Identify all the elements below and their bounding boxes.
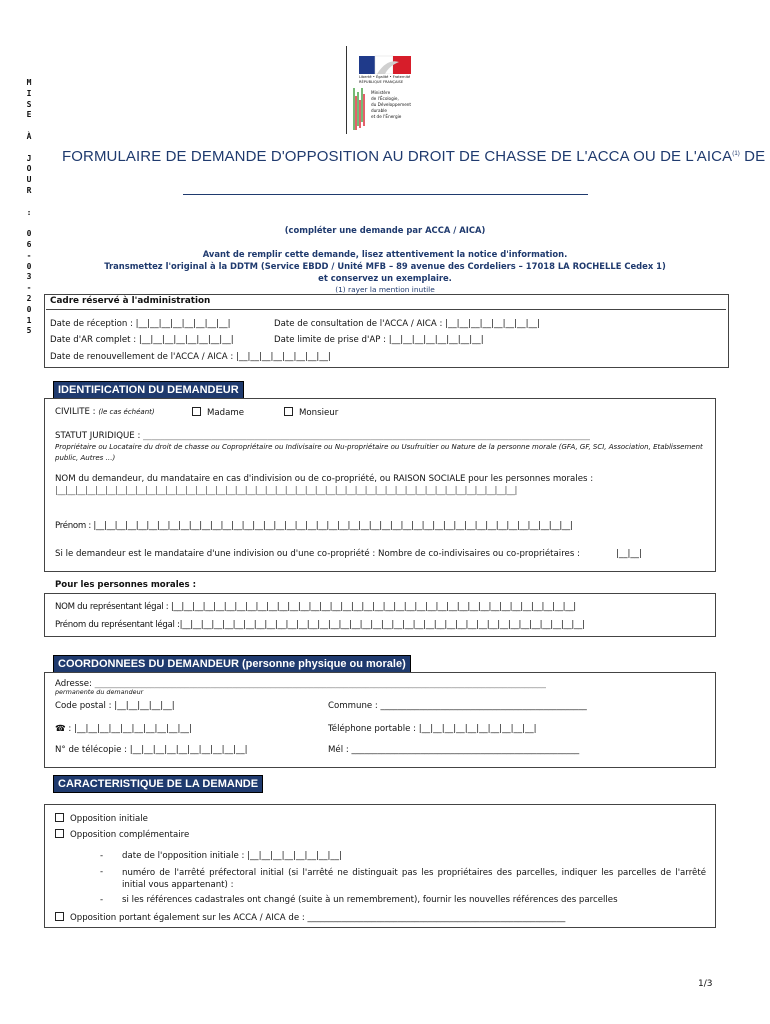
notice-line-3: et conservez un exemplaire. bbox=[318, 273, 452, 283]
admin-divider bbox=[46, 309, 726, 310]
page-number: 1/3 bbox=[698, 979, 713, 989]
marianne-icon bbox=[359, 54, 411, 74]
ministry-stripes-icon bbox=[351, 86, 369, 132]
date-consultation-field[interactable]: Date de consultation de l'ACCA / AICA : |__|__|__|__|__|__|__|__| bbox=[274, 319, 540, 329]
statut-juridique-field[interactable]: STATUT JURIDIQUE : ________________________________________________________________________________________________________ bbox=[55, 431, 590, 441]
mandataire-count-field[interactable]: |__|__| bbox=[616, 549, 642, 559]
numero-arrete-field[interactable]: - numéro de l'arrêté préfectoral initial (si l'arrêté ne distinguait pas les propriétaires des parcelles, indiquer les parcelles de l'arrêté initial vous appartenant) : bbox=[100, 867, 706, 890]
personnes-morales-title: Pour les personnes morales : bbox=[55, 580, 197, 590]
opposition-initiale-option[interactable]: Opposition initiale bbox=[55, 813, 148, 824]
date-limite-field[interactable]: Date limite de prise d'AP : |__|__|__|__|__|__|__|__| bbox=[274, 335, 484, 345]
monsieur-option[interactable]: Monsieur bbox=[284, 407, 338, 418]
representant-box bbox=[44, 593, 716, 637]
title-footnote-mark: (1) bbox=[732, 151, 740, 157]
opposition-acca-option[interactable]: Opposition portant également sur les ACCA / AICA de : ____________________________________________________________ bbox=[55, 912, 565, 923]
prenom-field[interactable]: Prénom : |__|__|__|__|__|__|__|__|__|__|__|__|__|__|__|__|__|__|__|__|__|__|__|__|__|__|__|__|__|__|__|__|__|__|__|__|__|__|__|__|__|__|__|__|__| bbox=[55, 521, 573, 531]
notice-line-1: Avant de remplir cette demande, lisez attentivement la notice d'information. bbox=[202, 249, 568, 259]
nom-representant-field[interactable]: NOM du représentant légal : |__|__|__|__|__|__|__|__|__|__|__|__|__|__|__|__|__|__|__|__|__|__|__|__|__|__|__|__|__|__|__|__|__|__|__|__|__|__| bbox=[55, 602, 576, 612]
notice-line-2: Transmettez l'original à la DDTM (Service EBDD / Unité MFB – 89 avenue des Cordeliers – 17018 LA ROCHELLE Cedex 1) bbox=[104, 261, 666, 271]
commune-field[interactable]: Commune : ________________________________________________ bbox=[328, 701, 587, 711]
admin-title: Cadre réservé à l'administration bbox=[50, 296, 211, 306]
republique-francaise-logo bbox=[346, 46, 423, 134]
nom-label: NOM du demandeur, du mandataire en cas d'indivision ou de co-propriété, ou RAISON SOCIALE pour les personnes morales : bbox=[55, 474, 594, 484]
mandataire-label: Si le demandeur est le mandataire d'une indivision ou d'une co-propriété : Nombre de co-indivisaires ou co-propriétaires : bbox=[55, 549, 580, 559]
page-title: FORMULAIRE DE DEMANDE D'OPPOSITION AU DROIT DE CHASSE DE L'ACCA OU DE L'AICA$^{(1)}$ DE bbox=[62, 148, 766, 165]
statut-help: Propriétaire ou Locataire du droit de chasse ou Copropriétaire ou Indivisaire ou Nu-propriétaire ou Usufruitier ou Nature de la personne morale (GFA, GF, SCI, Association, Etablissement public, Autres …) bbox=[55, 443, 703, 462]
opposition-initiale-checkbox[interactable] bbox=[55, 813, 64, 822]
logo-motto: Liberté • Égalité • Fraternité bbox=[359, 75, 411, 79]
telecopie-field[interactable]: N° de télécopie : |__|__|__|__|__|__|__|__|__|__| bbox=[55, 745, 248, 755]
sidebar-date-stamp: M I S E À J O U R : 0 6 - 0 3 - 2 0 1 5 bbox=[26, 78, 32, 336]
monsieur-checkbox[interactable] bbox=[284, 407, 293, 416]
portable-field[interactable]: Téléphone portable : |__|__|__|__|__|__|__|__|__|__| bbox=[328, 724, 537, 734]
prenom-representant-field[interactable]: Prénom du représentant légal :|__|__|__|__|__|__|__|__|__|__|__|__|__|__|__|__|__|__|__|__|__|__|__|__|__|__|__|__|__|__|__|__|__|__|__|__|__|__| bbox=[55, 620, 585, 630]
identification-box bbox=[44, 398, 716, 572]
subtitle: (compléter une demande par ACCA / AICA) bbox=[284, 225, 486, 235]
adresse-field[interactable]: Adresse: _________________________________________________________________________________________________________ bbox=[55, 679, 546, 689]
adresse-note: permanente du demandeur bbox=[55, 688, 144, 696]
section-coordonnees-heading: COORDONNEES DU DEMANDEUR (personne physique ou morale) bbox=[53, 655, 411, 673]
date-renouvellement-field[interactable]: Date de renouvellement de l'ACCA / AICA : |__|__|__|__|__|__|__|__| bbox=[50, 352, 331, 362]
mel-field[interactable]: Mél : _____________________________________________________ bbox=[328, 745, 580, 755]
footnote: (1) rayer la mention inutile bbox=[335, 285, 435, 294]
madame-option[interactable]: Madame bbox=[192, 407, 244, 418]
references-cadastrales-note: - si les références cadastrales ont changé (suite à un remembrement), fournir les nouvelles références des parcelles bbox=[100, 895, 618, 905]
date-ar-field[interactable]: Date d'AR complet : |__|__|__|__|__|__|__|__| bbox=[50, 335, 234, 345]
date-reception-field[interactable]: Date de réception : |__|__|__|__|__|__|__|__| bbox=[50, 319, 231, 329]
civilite-row bbox=[55, 407, 155, 417]
section-caracteristique-heading: CARACTERISTIQUE DE LA DEMANDE bbox=[53, 775, 263, 793]
opposition-complementaire-checkbox[interactable] bbox=[55, 829, 64, 838]
section-identification-heading: IDENTIFICATION DU DEMANDEUR bbox=[53, 381, 244, 399]
opposition-complementaire-option[interactable]: Opposition complémentaire bbox=[55, 829, 189, 840]
madame-checkbox[interactable] bbox=[192, 407, 201, 416]
civilite-note: (le cas échéant) bbox=[98, 408, 155, 416]
title-fill-line[interactable] bbox=[183, 194, 588, 195]
date-opposition-initiale-field[interactable]: - date de l'opposition initiale : |__|__|__|__|__|__|__|__| bbox=[100, 851, 342, 861]
opposition-acca-checkbox[interactable] bbox=[55, 912, 64, 921]
logo-country: RÉPUBLIQUE FRANÇAISE bbox=[359, 80, 404, 84]
civilite-label: CIVILITE : bbox=[55, 407, 96, 417]
code-postal-field[interactable]: Code postal : |__|__|__|__|__| bbox=[55, 701, 175, 711]
nom-field[interactable]: |__|__|__|__|__|__|__|__|__|__|__|__|__|__|__|__|__|__|__|__|__|__|__|__|__|__|__|__|__|__|__|__|__|__|__|__|__|__|__|__|__|__|__|__|__|__| bbox=[55, 486, 517, 496]
ministry-name: Ministère de l'Écologie, du Développement durable et de l'Énergie bbox=[371, 90, 412, 119]
telephone-field[interactable]: ☎ : |__|__|__|__|__|__|__|__|__|__| bbox=[55, 724, 192, 734]
